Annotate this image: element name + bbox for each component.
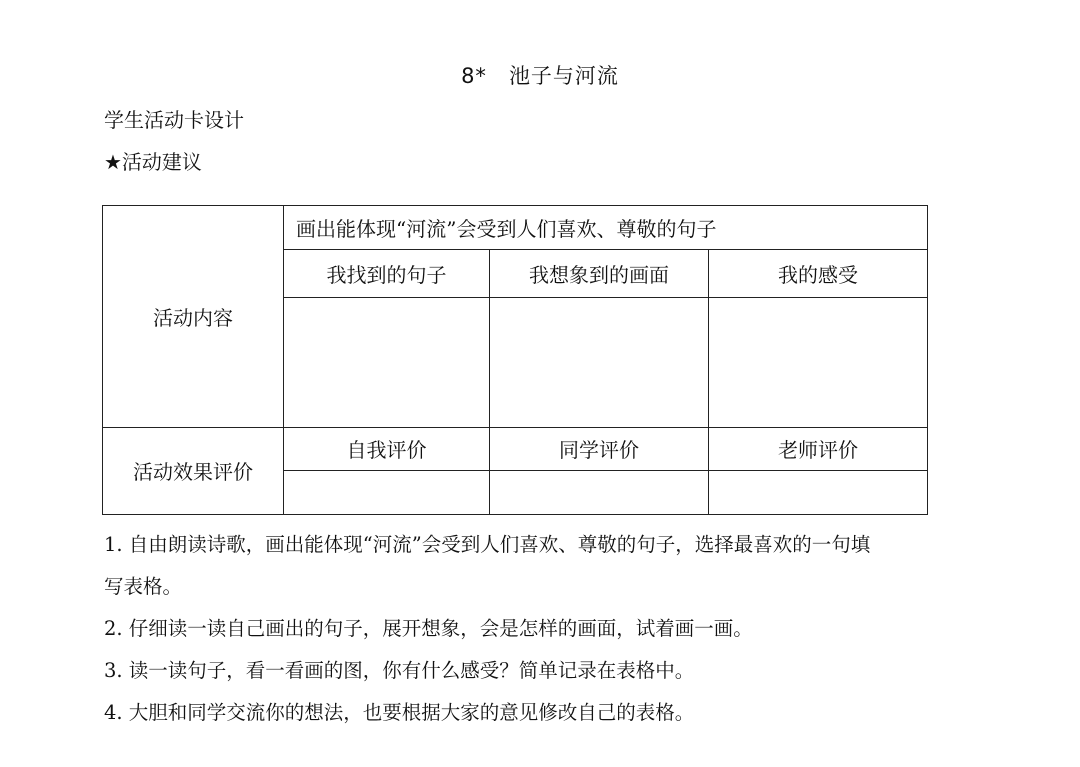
blank-cell-peer-eval[interactable] <box>490 470 709 514</box>
column-header-sentence: 我找到的句子 <box>284 250 490 298</box>
instruction-item: 4. 大胆和同学交流你的想法，也要根据大家的意见修改自己的表格。 <box>104 701 695 724</box>
instruction-item: 3. 读一读句子，看一看画的图，你有什么感受？简单记录在表格中。 <box>104 659 695 682</box>
lesson-title: 池子与河流 <box>508 64 619 88</box>
instruction-item-continued: 写表格。 <box>104 575 183 598</box>
instruction-item: 1. 自由朗读诗歌，画出能体现“河流”会受到人们喜欢、尊敬的句子，选择最喜欢的一句填 <box>104 533 871 556</box>
eval-header-peer: 同学评价 <box>490 427 709 470</box>
blank-cell-sentence[interactable] <box>284 298 490 427</box>
column-header-imagined-scene: 我想象到的画面 <box>490 250 709 298</box>
column-header-feeling: 我的感受 <box>709 250 928 298</box>
section-heading: ★活动建议 <box>104 150 202 174</box>
blank-cell-teacher-eval[interactable] <box>709 470 928 514</box>
activity-card-table <box>102 205 928 515</box>
blank-cell-self-eval[interactable] <box>284 470 490 514</box>
page-title <box>0 60 1080 90</box>
activity-content-label: 活动内容 <box>103 206 284 428</box>
eval-header-teacher: 老师评价 <box>709 427 928 470</box>
instructions-list <box>104 524 994 734</box>
instruction-item: 2. 仔细读一读自己画出的句子，展开想象，会是怎样的画面，试着画一画。 <box>104 617 753 640</box>
evaluation-label: 活动效果评价 <box>103 427 284 514</box>
eval-header-self: 自我评价 <box>284 427 490 470</box>
blank-cell-imagined-scene[interactable] <box>490 298 709 427</box>
blank-cell-feeling[interactable] <box>709 298 928 427</box>
subtitle: 学生活动卡设计 <box>104 108 244 132</box>
lesson-number: 8* <box>461 64 487 88</box>
task-description: 画出能体现“河流”会受到人们喜欢、尊敬的句子 <box>284 206 928 250</box>
